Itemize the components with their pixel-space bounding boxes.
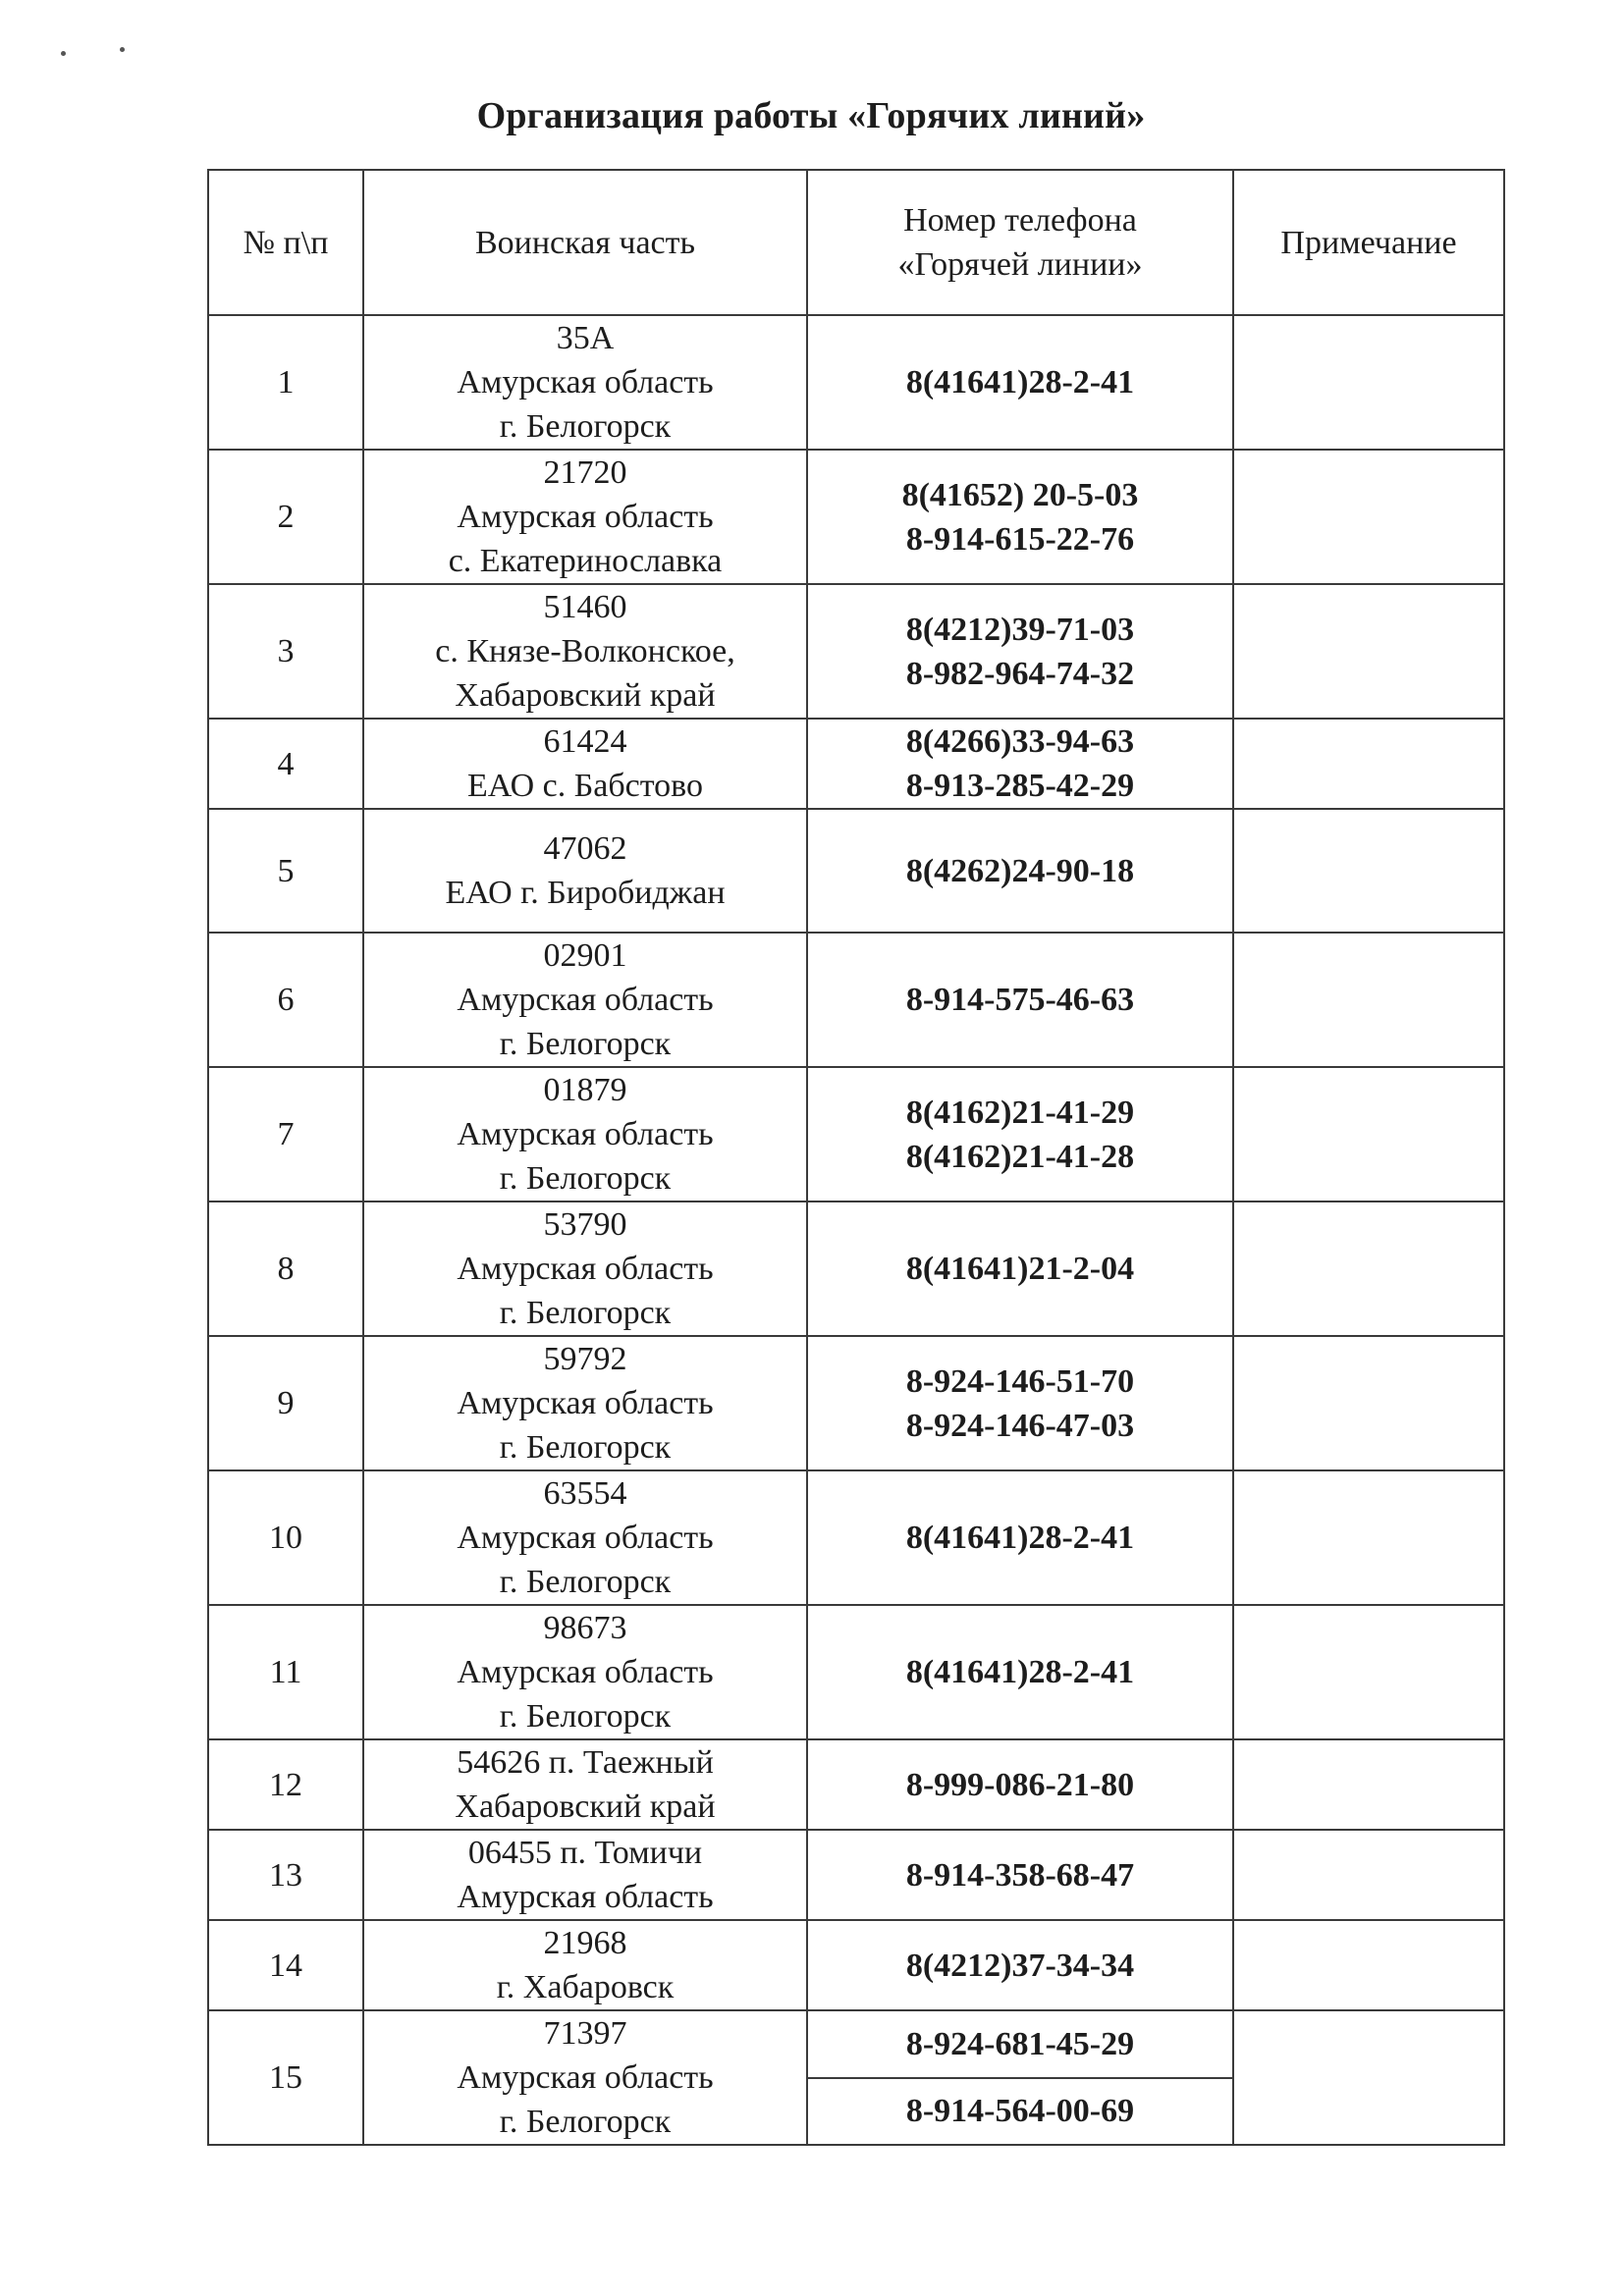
note-cell (1233, 1920, 1504, 2010)
phone-number: 8(4262)24-90-18 (905, 852, 1135, 889)
unit-line: ЕАО г. Биробиджан (445, 875, 726, 911)
row-number: 13 (208, 1830, 363, 1920)
note-cell (1233, 1470, 1504, 1605)
unit-line: г. Белогорск (499, 1295, 672, 1331)
table-row (208, 1336, 1504, 1470)
table-row (208, 450, 1504, 584)
table-row (208, 1739, 1504, 1830)
military-unit-cell (363, 1605, 807, 1739)
military-unit-cell (363, 584, 807, 719)
note-cell (1233, 1830, 1504, 1920)
table-row (208, 1830, 1504, 1920)
unit-line: 01879 (543, 1072, 627, 1108)
military-unit-cell (363, 2010, 807, 2145)
phone-number: 8(4266)33-94-63 (905, 723, 1135, 760)
row-number: 4 (208, 719, 363, 809)
military-unit-cell (363, 1201, 807, 1336)
note-cell (1233, 1336, 1504, 1470)
row-number: 10 (208, 1470, 363, 1605)
table-row (208, 1470, 1504, 1605)
military-unit-cell (363, 933, 807, 1067)
unit-line: 51460 (543, 589, 627, 625)
unit-line: Хабаровский край (455, 1789, 716, 1825)
unit-line: г. Белогорск (499, 1564, 672, 1600)
unit-line: г. Белогорск (499, 1429, 672, 1466)
note-cell (1233, 1739, 1504, 1830)
phone-number: 8(41641)28-2-41 (905, 1520, 1135, 1556)
unit-line: Амурская область (457, 1116, 714, 1152)
unit-line: 06455 п. Томичи (467, 1835, 703, 1871)
unit-line: Амурская область (457, 499, 714, 535)
military-unit-cell (363, 719, 807, 809)
row-number: 1 (208, 315, 363, 450)
row-number: 2 (208, 450, 363, 584)
note-cell (1233, 1067, 1504, 1201)
phone-number: 8(4212)37-34-34 (905, 1947, 1135, 1984)
header-unit: Воинская часть (363, 170, 807, 315)
phone-number: 8-913-285-42-29 (905, 768, 1135, 804)
unit-line: г. Хабаровск (496, 1969, 675, 2005)
row-number: 11 (208, 1605, 363, 1739)
phone-number: 8(41641)28-2-41 (905, 1654, 1135, 1690)
unit-line: г. Белогорск (499, 1698, 672, 1735)
header-note: Примечание (1233, 170, 1504, 315)
military-unit-cell (363, 1067, 807, 1201)
unit-line: г. Белогорск (499, 408, 672, 445)
phone-number: 8-924-146-47-03 (905, 1407, 1135, 1444)
unit-line: Амурская область (457, 364, 714, 400)
table-row (208, 315, 1504, 450)
unit-line: 21968 (543, 1925, 627, 1961)
unit-line: Амурская область (457, 1520, 714, 1556)
military-unit-cell (363, 809, 807, 933)
note-cell (1233, 809, 1504, 933)
unit-line: 61424 (543, 723, 627, 760)
unit-line: Амурская область (457, 1654, 714, 1690)
row-number: 9 (208, 1336, 363, 1470)
unit-line: Амурская область (457, 1879, 714, 1915)
hotline-phone-cell (807, 584, 1233, 719)
hotline-phone-cell (807, 1336, 1233, 1470)
table-row (208, 1605, 1504, 1739)
phone-number: 8-914-615-22-76 (905, 520, 1135, 558)
hotline-phone-cell (807, 1605, 1233, 1739)
row-number: 12 (208, 1739, 363, 1830)
unit-line: г. Белогорск (499, 1026, 672, 1062)
phone-number: 8(4162)21-41-28 (905, 1138, 1135, 1175)
military-unit-cell (363, 1920, 807, 2010)
hotline-phone-cell (807, 933, 1233, 1067)
table-row (208, 809, 1504, 933)
military-unit-cell (363, 1739, 807, 1830)
hotline-phone-cell (807, 1201, 1233, 1336)
unit-line: 63554 (543, 1475, 627, 1512)
row-number: 14 (208, 1920, 363, 2010)
military-unit-cell (363, 450, 807, 584)
phone-number: 8(41641)28-2-41 (905, 364, 1135, 400)
hotline-phone-cell (807, 315, 1233, 450)
hotline-phone-cell (807, 2010, 1233, 2078)
table-row (208, 1067, 1504, 1201)
header-phone (807, 170, 1233, 315)
row-number: 7 (208, 1067, 363, 1201)
phone-number: 8-914-575-46-63 (905, 982, 1135, 1018)
table-row (208, 2010, 1504, 2078)
hotline-phone-cell (807, 450, 1233, 584)
table-header-row (208, 170, 1504, 315)
phone-number: 8(4212)39-71-03 (905, 611, 1135, 648)
header-phone-line: Номер телефона (903, 202, 1137, 239)
hotline-table (207, 169, 1505, 2146)
phone-number: 8-999-086-21-80 (905, 1766, 1135, 1803)
table-row (208, 1920, 1504, 2010)
hotline-phone-cell (807, 2078, 1233, 2146)
table-row (208, 719, 1504, 809)
note-cell (1233, 933, 1504, 1067)
unit-line: Амурская область (457, 982, 714, 1018)
note-cell (1233, 2010, 1504, 2145)
row-number: 3 (208, 584, 363, 719)
hotline-phone-cell (807, 809, 1233, 933)
table-row (208, 1201, 1504, 1336)
unit-line: Амурская область (457, 1251, 714, 1287)
unit-line: 02901 (543, 937, 627, 974)
unit-line: 47062 (543, 830, 627, 867)
unit-line: 71397 (543, 2015, 627, 2052)
row-number: 5 (208, 809, 363, 933)
unit-line: Амурская область (457, 2059, 714, 2096)
military-unit-cell (363, 315, 807, 450)
unit-line: г. Белогорск (499, 1160, 672, 1197)
phone-number: 8-982-964-74-32 (905, 655, 1135, 692)
row-number: 6 (208, 933, 363, 1067)
note-cell (1233, 719, 1504, 809)
table-row (208, 584, 1504, 719)
note-cell (1233, 315, 1504, 450)
unit-line: 53790 (543, 1206, 627, 1243)
unit-line: 54626 п. Таежный (457, 1744, 714, 1781)
table-row (208, 933, 1504, 1067)
phone-number: 8(4162)21-41-29 (905, 1094, 1135, 1131)
page-title: Организация работы «Горячих линий» (476, 95, 1146, 136)
unit-line: г. Белогорск (499, 2104, 672, 2140)
unit-line: 98673 (543, 1610, 627, 1646)
hotline-phone-cell (807, 1830, 1233, 1920)
phone-number: 8-924-146-51-70 (905, 1362, 1135, 1400)
scan-speck (61, 51, 66, 56)
note-cell (1233, 1201, 1504, 1336)
unit-line: ЕАО с. Бабстово (466, 768, 703, 804)
hotline-phone-cell (807, 719, 1233, 809)
hotline-phone-cell (807, 1739, 1233, 1830)
unit-line: Амурская область (457, 1385, 714, 1421)
unit-line: с. Князе-Волконское, (435, 633, 735, 669)
hotline-phone-cell (807, 1470, 1233, 1605)
military-unit-cell (363, 1470, 807, 1605)
unit-line: Хабаровский край (455, 677, 716, 714)
unit-line: 21720 (543, 454, 627, 491)
unit-line: 59792 (543, 1341, 627, 1377)
phone-number: 8(41641)21-2-04 (905, 1251, 1135, 1287)
phone-number: 8(41652) 20-5-03 (901, 476, 1139, 513)
note-cell (1233, 1605, 1504, 1739)
hotline-phone-cell (807, 1067, 1233, 1201)
unit-line: с. Екатеринославка (448, 543, 723, 579)
unit-line: 35А (556, 320, 615, 356)
military-unit-cell (363, 1830, 807, 1920)
hotline-phone-cell (807, 1920, 1233, 2010)
phone-number: 8-924-681-45-29 (905, 2025, 1135, 2062)
phone-number: 8-914-358-68-47 (905, 1856, 1135, 1894)
note-cell (1233, 450, 1504, 584)
military-unit-cell (363, 1336, 807, 1470)
header-num: № п\п (208, 170, 363, 315)
scan-speck (120, 47, 125, 52)
header-phone-line: «Горячей линии» (897, 246, 1143, 283)
table-body (208, 315, 1504, 2145)
row-number: 15 (208, 2010, 363, 2145)
phone-number: 8-914-564-00-69 (905, 2093, 1135, 2130)
note-cell (1233, 584, 1504, 719)
row-number: 8 (208, 1201, 363, 1336)
